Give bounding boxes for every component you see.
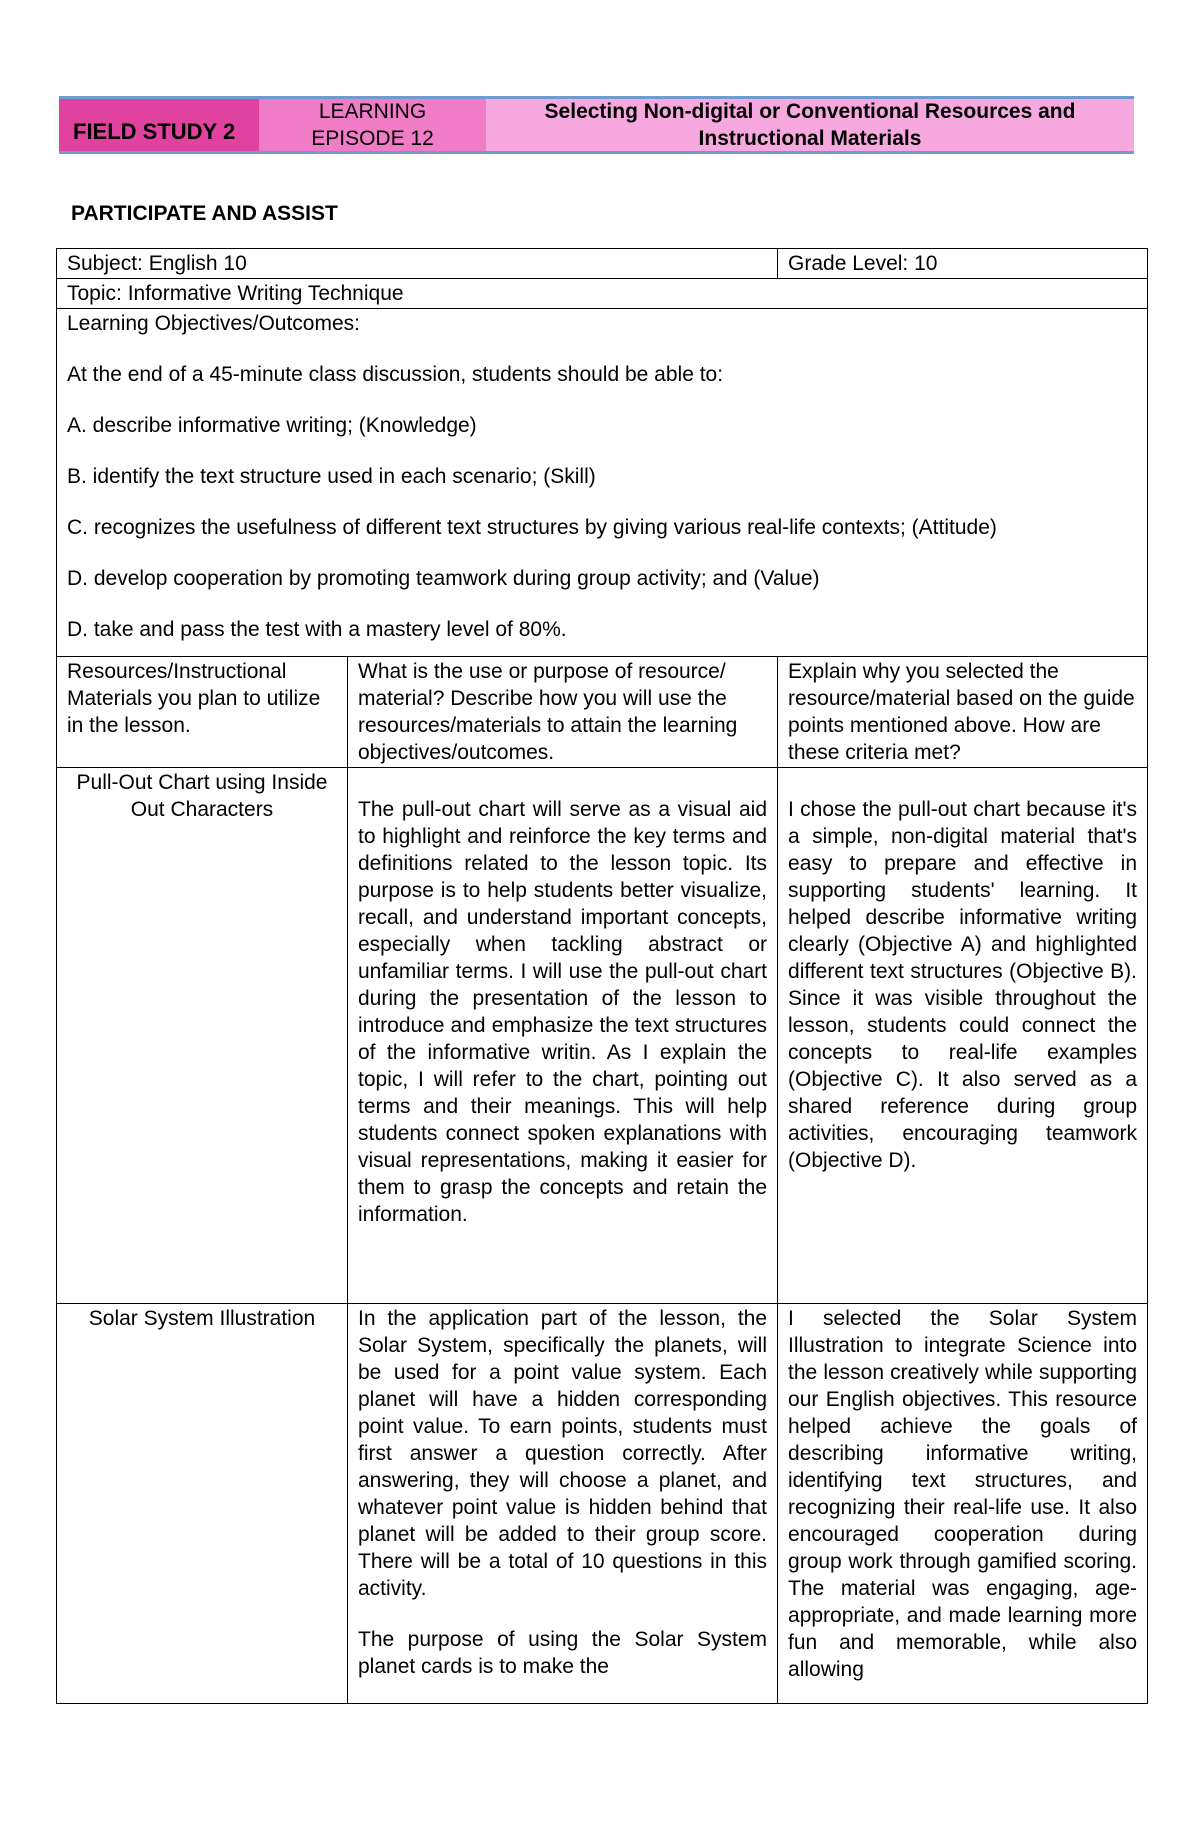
resource-name-cell: Pull-Out Chart using Inside Out Characters — [57, 768, 348, 1304]
objectives-label: Learning Objectives/Outcomes: — [67, 312, 360, 335]
resource-purpose-cell — [348, 1304, 778, 1704]
grade-level-cell: Grade Level: 10 — [778, 249, 1148, 279]
objectives-cell — [57, 309, 1148, 657]
field-study-text: FIELD STUDY 2 — [73, 119, 236, 144]
resource-name-cell: Solar System Illustration — [57, 1304, 348, 1704]
resource-reason-text: I chose the pull-out chart because it's a simple, non-digital material that's easy to prepare and effective in supporting students' learning. It helped describe informative writing clearly (Objective A) and highlighted different text structures (Objective B). Since it was visible throughout the lesson, students could connect the concepts to real-life examples (Objective C). It also served as a shared reference during group activities, encouraging teamwork (Objective D). — [788, 798, 1138, 1172]
resource-row — [57, 768, 1148, 1304]
subject-row — [57, 249, 1148, 279]
resource-purpose-text: In the application part of the lesson, the Solar System, specifically the planets, will be used for a point value system. Each planet will have a hidden corresponding point value. To earn points, students must first answer a question correctly. After answering, they will choose a planet, and whatever point value is hidden behind that planet will be added to their group score. There will be a total of 10 questions in this activity. — [358, 1307, 768, 1600]
episode-title — [486, 99, 1134, 151]
header-band — [59, 96, 1134, 154]
section-title: PARTICIPATE AND ASSIST — [71, 202, 338, 225]
column-header-reason: Explain why you selected the resource/material based on the guide points mentioned above. How are these criteria met? — [778, 657, 1148, 768]
objective-item: A. describe informative writing; (Knowledge) — [67, 414, 477, 437]
title-line-2: Instructional Materials — [698, 127, 922, 150]
lesson-table — [56, 248, 1148, 1704]
objective-item: C. recognizes the usefulness of different text structures by giving various real-life contexts; (Attitude) — [67, 516, 997, 539]
resource-reason-cell: I selected the Solar System Illustration to integrate Science into the lesson creatively while supporting our English objectives. This resource helped achieve the goals of describing informative writing, identifying text structures, and recognizing their real-life use. It also encouraged cooperation during group work through gamified scoring. The material was engaging, age-appropriate, and made learning more fun and memorable, while also allowing — [778, 1304, 1148, 1704]
objective-item: D. take and pass the test with a mastery level of 80%. — [67, 618, 567, 641]
topic-cell: Topic: Informative Writing Technique — [57, 279, 1148, 309]
resource-purpose-text-2: The purpose of using the Solar System planet cards is to make the — [358, 1628, 768, 1678]
resource-purpose-text: The pull-out chart will serve as a visual aid to highlight and reinforce the key terms and definitions related to the lesson topic. Its purpose is to help students better visualize, recall, and understand important concepts, especially when tackling abstract or unfamiliar terms. I will use the pull-out chart during the presentation of the lesson to introduce and emphasize the text structures of the informative writin. As I explain the topic, I will refer to the chart, pointing out terms and their meanings. This will help students connect spoken explanations with visual representations, making it easier for them to grasp the concepts and retain the information. — [358, 798, 768, 1226]
resource-row — [57, 1304, 1148, 1704]
resource-purpose-cell — [348, 768, 778, 1304]
column-header-resources: Resources/Instructional Materials you plan to utilize in the lesson. — [57, 657, 348, 768]
objective-item: D. develop cooperation by promoting teamwork during group activity; and (Value) — [67, 567, 820, 590]
objective-item: B. identify the text structure used in each scenario; (Skill) — [67, 465, 596, 488]
resource-reason-cell — [778, 768, 1148, 1304]
field-study-label — [59, 99, 259, 151]
subject-cell: Subject: English 10 — [57, 249, 778, 279]
column-header-purpose: What is the use or purpose of resource/ material? Describe how you will use the resources/materials to attain the learning objectives/outcomes. — [348, 657, 778, 768]
topic-row — [57, 279, 1148, 309]
learning-line-2: EPISODE 12 — [311, 127, 434, 150]
title-line-1: Selecting Non-digital or Conventional Resources and — [544, 100, 1076, 123]
learning-line-1: LEARNING — [318, 100, 427, 123]
learning-episode-label — [259, 99, 486, 151]
column-header-row — [57, 657, 1148, 768]
objectives-row — [57, 309, 1148, 657]
objectives-intro: At the end of a 45-minute class discussion, students should be able to: — [67, 363, 724, 386]
